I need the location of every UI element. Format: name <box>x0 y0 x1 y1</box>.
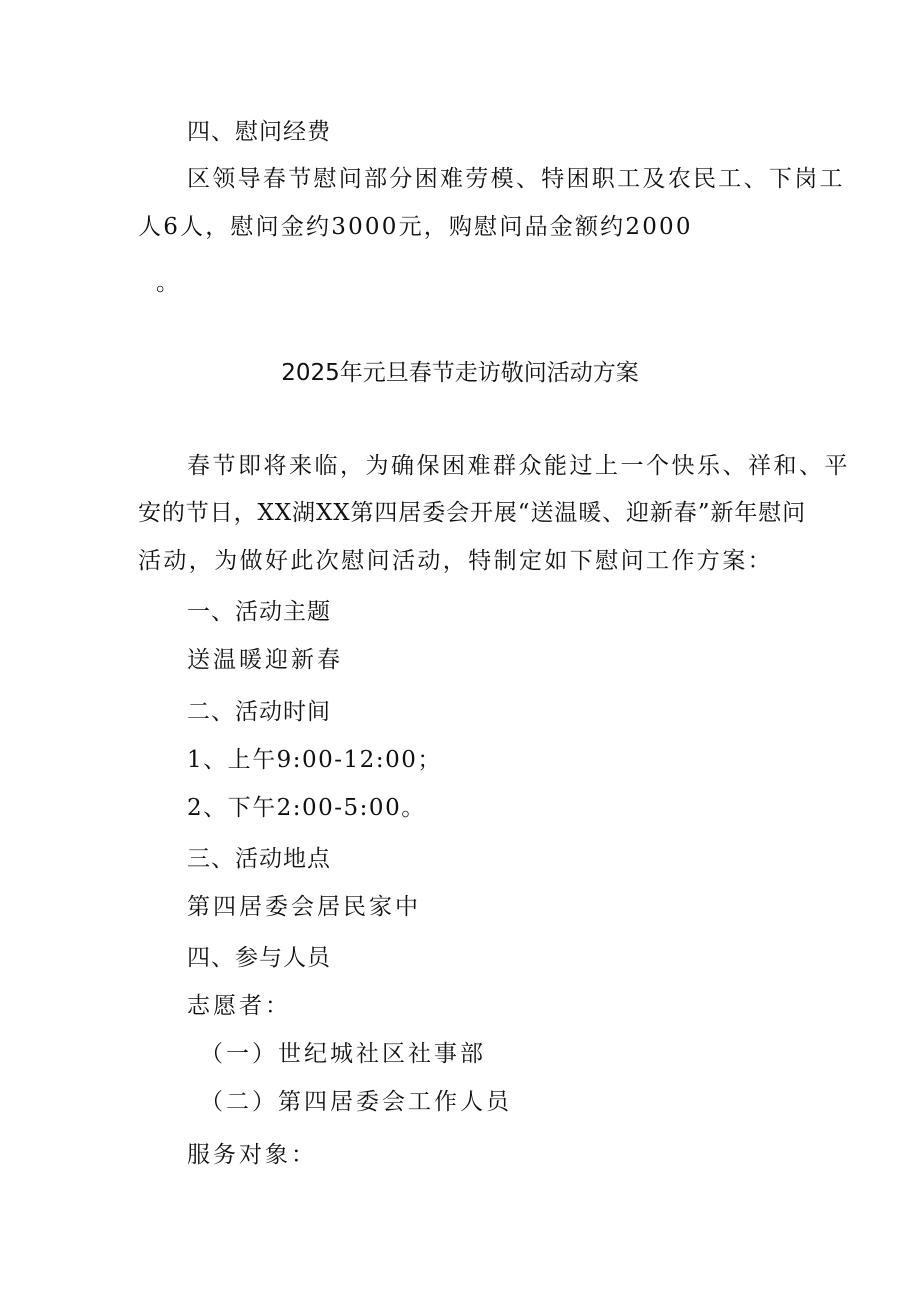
section-heading-participants: 四、参与人员 <box>187 945 331 971</box>
section-heading-time: 二、活动时间 <box>187 699 331 725</box>
funding-paragraph-line: 区领导春节慰问部分困难劳模、特困职工及农民工、下岗工 <box>187 166 845 192</box>
funding-paragraph-line: 。 <box>156 270 182 296</box>
intro-paragraph-line: 活动，为做好此次慰问活动，特制定如下慰问工作方案： <box>138 548 773 574</box>
theme-content: 送温暖迎新春 <box>187 647 343 673</box>
section-heading-place: 三、活动地点 <box>187 846 331 872</box>
funding-paragraph-line: 人6人，慰问金约3000元，购慰问品金额约2000 <box>138 214 693 240</box>
document-title: 2025年元旦春节走访敬问活动方案 <box>281 360 639 386</box>
volunteer-item: （二）第四居委会工作人员 <box>200 1089 512 1115</box>
volunteer-item: （一）世纪城社区社事部 <box>200 1041 486 1067</box>
intro-paragraph-line: 春节即将来临，为确保困难群众能过上一个快乐、祥和、平 <box>187 453 850 479</box>
time-item-morning: 1、上午9:00-12:00； <box>187 747 442 773</box>
volunteers-label: 志愿者： <box>187 993 291 1019</box>
section-heading-funding: 四、慰问经费 <box>187 119 331 145</box>
intro-paragraph-line: 安的节日，XX湖XX第四居委会开展“送温暖、迎新春”新年慰问 <box>138 500 807 526</box>
section-heading-theme: 一、活动主题 <box>187 599 331 625</box>
place-content: 第四居委会居民家中 <box>187 894 421 920</box>
time-item-afternoon: 2、下午2:00-5:00。 <box>187 795 426 821</box>
service-target-label: 服务对象： <box>187 1142 317 1168</box>
